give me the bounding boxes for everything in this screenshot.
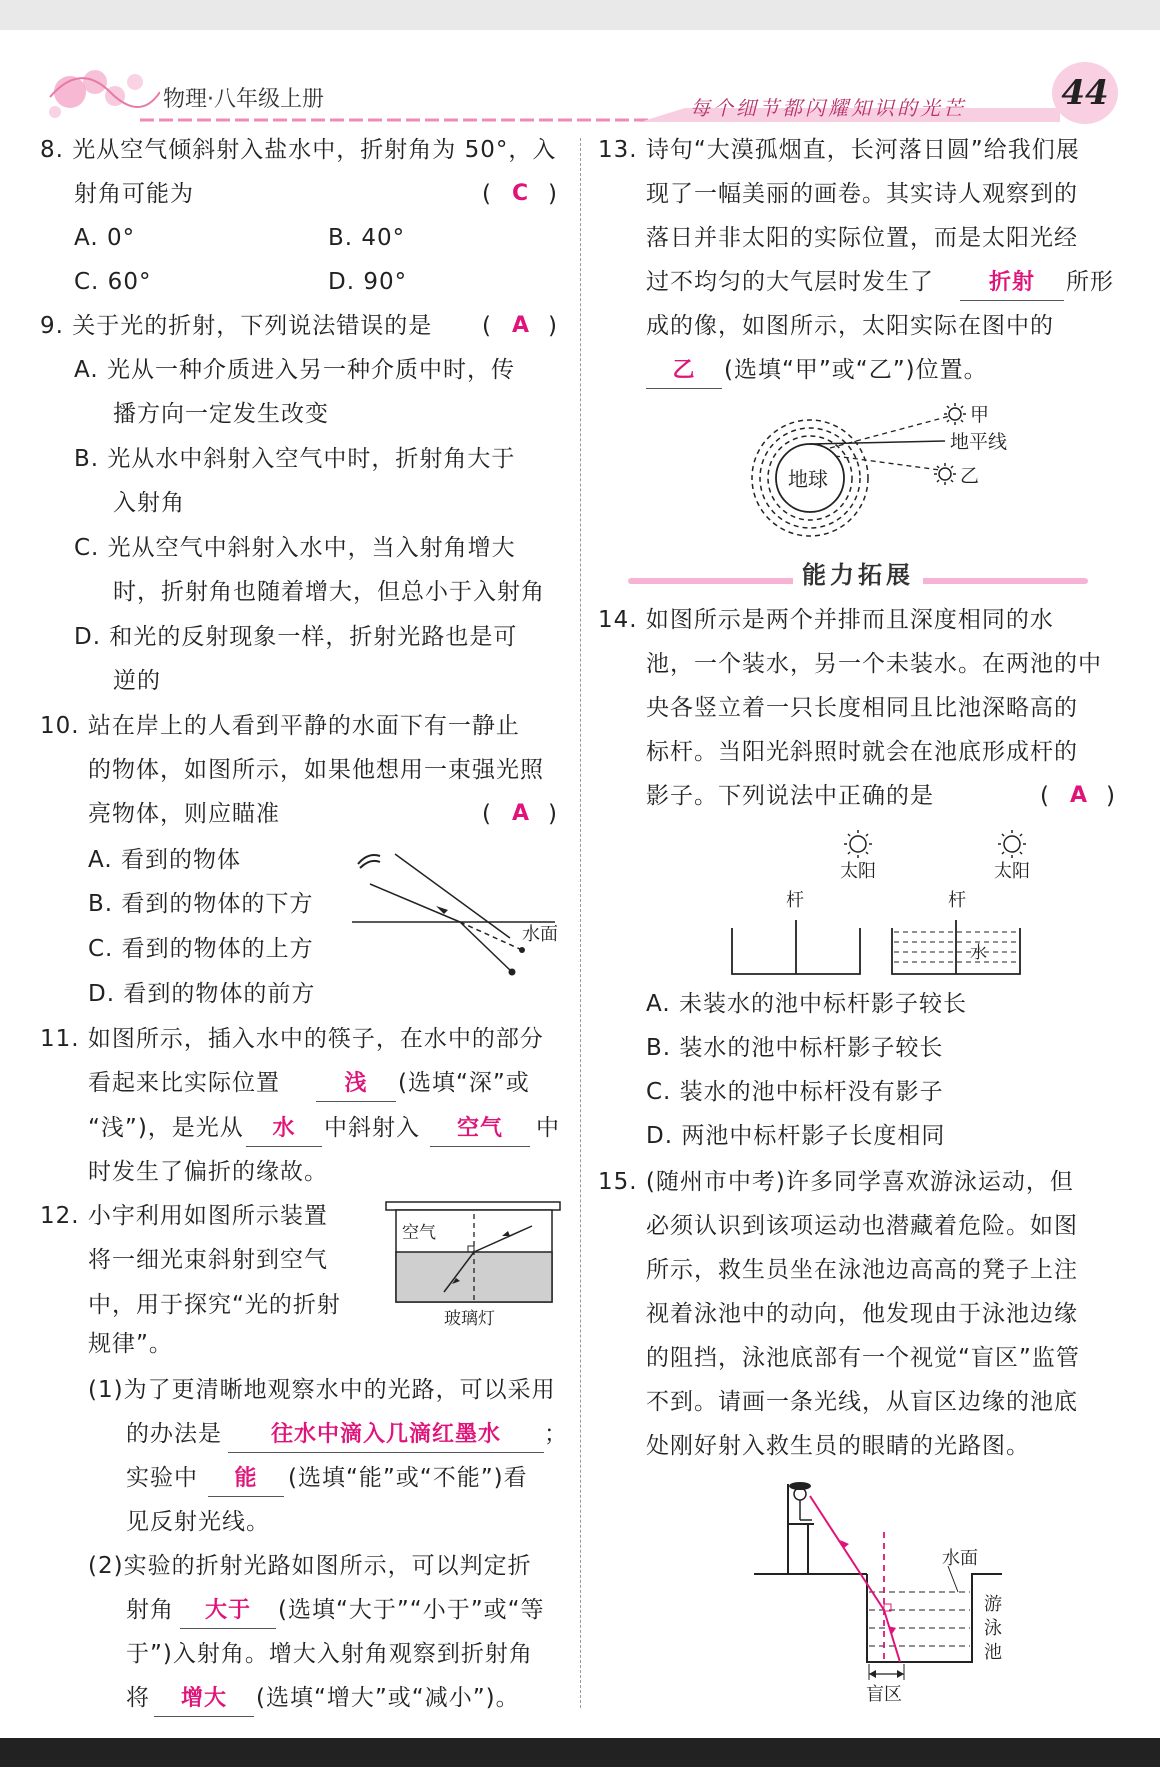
q12-stem-line3: 中，用于探究“光的折射 — [88, 1292, 341, 1318]
q10-option-d: D. 看到的物体的前方 — [88, 981, 316, 1007]
q9-answer: A — [512, 313, 530, 338]
q15-stem-line2: 必须认识到该项运动也潜藏着危险。如图 — [646, 1213, 1078, 1239]
q8-stem-line1: 8. 光从空气倾斜射入盐水中，折射角为 50°，入 — [40, 137, 557, 163]
q9-stem: 9. 关于光的折射，下列说法错误的是 — [40, 313, 433, 339]
q10-stem-line3: 亮物体，则应瞄准 — [88, 801, 280, 827]
q8-paren-close: ) — [548, 181, 557, 207]
water-surface-label: 水面 — [942, 1548, 978, 1569]
q13-answer-1: 折射 — [960, 266, 1064, 301]
water-label: 水 — [970, 943, 987, 963]
q9-option-a-line1: A. 光从一种介质进入另一种介质中时，传 — [74, 357, 515, 383]
q12-part2-line3: 于”)入射角。增大入射角观察到折射角 — [126, 1641, 533, 1667]
q12-part2-line2a: 射角 — [126, 1597, 174, 1623]
q13-stem-line5: 成的像，如图所示，太阳实际在图中的 — [646, 313, 1054, 339]
q12-air-label: 空气 — [402, 1223, 436, 1243]
q12-part2-line2b: (选填“大于”“小于”或“等 — [278, 1597, 545, 1623]
bottom-margin — [0, 1738, 1160, 1767]
q14-option-c: C. 装水的池中标杆没有影子 — [646, 1079, 944, 1105]
q10-option-b: B. 看到的物体的下方 — [88, 891, 314, 917]
q15-stem-line6: 不到。请画一条光线，从盲区边缘的池底 — [646, 1389, 1078, 1415]
q8-option-a: A. 0° — [74, 225, 136, 251]
q11-stem-line4: 时发生了偏折的缘故。 — [88, 1159, 328, 1185]
q14-stem-line1: 14. 如图所示是两个并排而且深度相同的水 — [598, 607, 1054, 633]
q11-stem-line3c: 中 — [536, 1115, 560, 1141]
q8-paren-open: ( — [482, 181, 491, 207]
q13-stem-line4b: 所形 — [1066, 269, 1114, 295]
sun-label-right: 太阳 — [994, 861, 1030, 882]
q10-option-c: C. 看到的物体的上方 — [88, 936, 314, 962]
q10-paren-open: ( — [482, 801, 491, 827]
q11-answer-2: 水 — [246, 1112, 322, 1147]
q12-part1-line3b: (选填“能”或“不能”)看 — [288, 1465, 528, 1491]
q12-stem-line1: 12. 小宇利用如图所示装置 — [40, 1203, 328, 1229]
q14-stem-line3: 央各竖立着一只长度相同且比池深略高的 — [646, 695, 1078, 721]
q15-stem-line7: 处刚好射入救生员的眼睛的光路图。 — [646, 1433, 1030, 1459]
q13-stem-line1: 13. 诗句“大漠孤烟直，长河落日圆”给我们展 — [598, 137, 1080, 163]
sun-icon-jia — [944, 403, 966, 425]
pool-label-1: 游 — [984, 1594, 1002, 1615]
eye-icon — [358, 855, 380, 868]
top-margin — [0, 0, 1160, 30]
q12-answer-1: 往水中滴入几滴红墨水 — [228, 1418, 544, 1453]
q14-stem-line4: 标杆。当阳光斜照时就会在池底形成杆的 — [646, 739, 1078, 765]
q14-option-b: B. 装水的池中标杆影子较长 — [646, 1035, 944, 1061]
q10-water-surface-label: 水面 — [522, 924, 558, 945]
q8-option-c: C. 60° — [74, 269, 152, 295]
q12-part2-line4b: (选填“增大”或“减小”)。 — [256, 1685, 520, 1711]
q12-part1-line2b: ； — [544, 1421, 568, 1447]
q12-answer-2: 能 — [208, 1462, 284, 1497]
q13-stem-line3: 落日并非太阳的实际位置，而是太阳光经 — [646, 225, 1078, 251]
q15-stem-line4: 视着泳池中的动向，他发现由于泳池边缘 — [646, 1301, 1078, 1327]
q14-paren-close: ) — [1106, 783, 1115, 809]
pool-label-2: 泳 — [984, 1618, 1002, 1639]
q9-option-c-line1: C. 光从空气中斜射入水中，当入射角增大 — [74, 535, 516, 561]
q9-option-b-line1: B. 光从水中斜射入空气中时，折射角大于 — [74, 446, 516, 472]
q13-stem-line4a: 过不均匀的大气层时发生了 — [646, 269, 934, 295]
q15-stem-line3: 所示，救生员坐在泳池边高高的凳子上注 — [646, 1257, 1078, 1283]
q12-caption: 玻璃灯 — [444, 1309, 495, 1329]
q14-option-a: A. 未装水的池中标杆影子较长 — [646, 991, 967, 1017]
pole-label-left: 杆 — [786, 890, 804, 911]
q10-water-refraction-figure — [350, 842, 560, 982]
q11-stem-line3a: “浅”)，是光从 — [88, 1115, 244, 1141]
q12-part1-line1: (1)为了更清晰地观察水中的光路，可以采用 — [88, 1377, 556, 1403]
q8-option-d: D. 90° — [328, 269, 408, 295]
q8-option-b: B. 40° — [328, 225, 406, 251]
q11-answer-1: 浅 — [316, 1067, 396, 1102]
q13-sunset-figure — [740, 396, 1030, 546]
q12-answer-3: 大于 — [180, 1594, 276, 1629]
sun-icon-yi — [934, 463, 956, 485]
q9-option-a-line2: 播方向一定发生改变 — [113, 401, 329, 427]
q12-part1-line3a: 实验中 — [126, 1465, 198, 1491]
q10-paren-close: ) — [548, 801, 557, 827]
q14-paren-open: ( — [1040, 783, 1049, 809]
sun-label-left: 太阳 — [840, 861, 876, 882]
q12-part2-line4a: 将 — [126, 1685, 150, 1711]
q14-option-d: D. 两池中标杆影子长度相同 — [646, 1123, 946, 1149]
q9-option-b-line2: 入射角 — [113, 490, 185, 516]
horizon-label: 地平线 — [950, 431, 1008, 453]
q9-paren-open: ( — [482, 313, 491, 339]
earth-label: 地球 — [788, 467, 828, 491]
blind-zone-label: 盲区 — [866, 1684, 902, 1705]
q9-option-d-line2: 逆的 — [113, 668, 161, 694]
q14-stem-line2: 池，一个装水，另一个未装水。在两池的中 — [646, 651, 1102, 677]
q10-stem-line2: 的物体，如图所示，如果他想用一束强光照 — [88, 757, 544, 783]
pole-label-right: 杆 — [948, 890, 966, 911]
q13-answer-2: 乙 — [646, 354, 722, 389]
q13-stem-line2: 现了一幅美丽的画卷。其实诗人观察到的 — [646, 181, 1078, 207]
book-title: 物理·八年级上册 — [163, 87, 324, 112]
q9-option-c-line2: 时，折射角也随着增大，但总小于入射角 — [113, 579, 545, 605]
q10-option-a: A. 看到的物体 — [88, 847, 241, 873]
q11-answer-3: 空气 — [430, 1112, 530, 1147]
header-motto: 每个细节都闪耀知识的光芒 — [690, 96, 966, 120]
section-banner — [628, 558, 1088, 592]
section-title: 能力拓展 — [793, 558, 923, 592]
q10-stem-line1: 10. 站在岸上的人看到平静的水面下有一静止 — [40, 713, 520, 739]
q11-stem-line2b: (选填“深”或 — [398, 1070, 530, 1096]
q14-pools-figure — [720, 824, 1040, 976]
sun-icon-left — [844, 830, 872, 858]
q9-option-d-line1: D. 和光的反射现象一样，折射光路也是可 — [74, 624, 518, 650]
q8-stem-line2: 射角可能为 — [74, 181, 194, 207]
q12-glass-tank-figure — [384, 1200, 564, 1330]
q12-part2-line1: (2)实验的折射光路如图所示，可以判定折 — [88, 1553, 532, 1579]
column-divider — [580, 138, 581, 1708]
q12-part1-line2a: 的办法是 — [126, 1421, 222, 1447]
q8-answer: C — [512, 181, 529, 206]
jia-label: 甲 — [970, 404, 990, 426]
q13-stem-line6b: (选填“甲”或“乙”)位置。 — [724, 357, 988, 383]
q15-pool-figure — [752, 1474, 1022, 1706]
q12-answer-4: 增大 — [154, 1682, 254, 1717]
q14-stem-line5: 影子。下列说法中正确的是 — [646, 783, 934, 809]
page-number: 44 — [1052, 62, 1118, 124]
q11-stem-line2a: 看起来比实际位置 — [88, 1070, 280, 1096]
q9-paren-close: ) — [548, 313, 557, 339]
q14-answer: A — [1070, 783, 1088, 808]
q12-stem-line2: 将一细光束斜射到空气 — [88, 1247, 328, 1273]
q11-stem-line1: 11. 如图所示，插入水中的筷子，在水中的部分 — [40, 1026, 544, 1052]
q12-part1-line4: 见反射光线。 — [126, 1509, 270, 1535]
q10-answer: A — [512, 801, 530, 826]
pool-label-3: 池 — [984, 1642, 1002, 1663]
q15-stem-line1: 15. (随州市中考)许多同学喜欢游泳运动，但 — [598, 1169, 1074, 1195]
yi-label: 乙 — [960, 465, 980, 487]
sun-icon-right — [998, 830, 1026, 858]
lifeguard-icon — [789, 1482, 811, 1490]
q12-stem-line4: 规律”。 — [88, 1331, 173, 1357]
q11-stem-line3b: 中斜射入 — [324, 1115, 420, 1141]
q15-stem-line5: 的阻挡，泳池底部有一个视觉“盲区”监管 — [646, 1345, 1080, 1371]
